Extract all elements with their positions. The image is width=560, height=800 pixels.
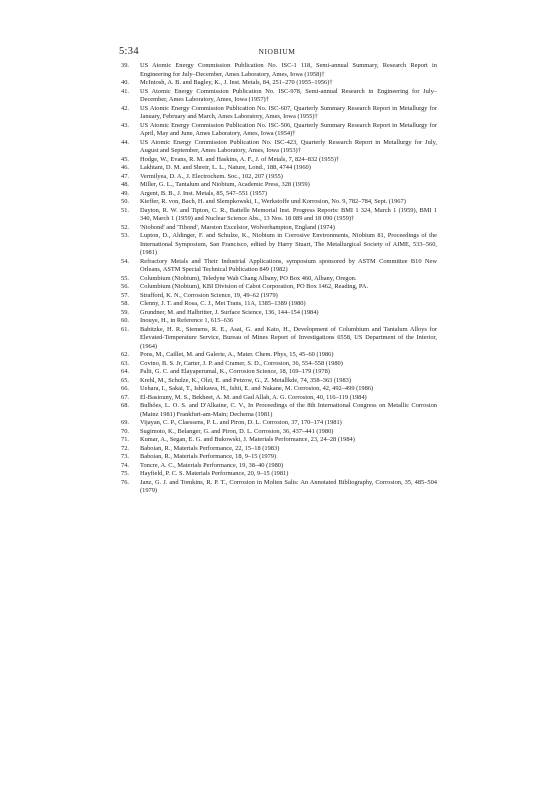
reference-item xyxy=(121,232,437,258)
reference-number: 57. xyxy=(121,291,129,299)
reference-number: 68. xyxy=(121,402,129,409)
reference-number: 50. xyxy=(121,198,129,205)
reference-item xyxy=(121,402,437,419)
reference-item xyxy=(121,62,437,79)
reference-number: 45. xyxy=(121,155,129,163)
reference-number: 43. xyxy=(121,121,129,129)
reference-text: Babitzke, H. R., Siemens, R. E., Asai, G. and Kato, H., Development of Columbium and Tantalum Alloys for Elevated-Temperature Service, Bureau of Mines Report of Investigations 6558, US Department of the Interior, (1964) xyxy=(140,325,437,350)
reference-item xyxy=(121,275,437,284)
reference-item xyxy=(121,445,437,454)
reference-number: 44. xyxy=(121,138,129,146)
reference-number: 59. xyxy=(121,308,129,316)
reference-text: Hodge, W., Evans, R. M. and Haskins, A. F., J. of Metals, 7, 824–832 (1955)† xyxy=(140,155,340,163)
reference-item xyxy=(121,368,437,377)
reference-text: Hayfield, P. C. S. Materials Performance, 20, 9–15 (1981) xyxy=(140,470,289,477)
reference-number: 54. xyxy=(121,257,129,265)
reference-number: 55. xyxy=(121,274,129,282)
reference-item xyxy=(121,470,437,479)
reference-number: 66. xyxy=(121,385,129,392)
reference-text: US Atomic Energy Commission Publication No. ISC-978, Semi-annual Research in Engineering for July–December, Ames Laboratory, Ames, Iowa (1957)† xyxy=(140,87,437,103)
reference-item xyxy=(121,479,437,496)
reference-item xyxy=(121,317,437,326)
reference-item xyxy=(121,300,437,309)
reference-text: US Atomic Energy Commission Publication No. ISC-423, Quarterly Research Report in Metallurgy for July, August and September, Ames Laboratory, Ames, Iowa (1953)† xyxy=(140,138,437,154)
running-header xyxy=(119,46,435,58)
reference-text: Inouye, H., in Reference 1, 615–636 xyxy=(140,317,234,324)
reference-text: Baboian, R., Materials Performance, 22, 15–18 (1983) xyxy=(140,444,280,452)
reference-text: Kumar, A., Segan, E. G. and Bukowski, J. Materials Performance, 23, 24–28 (1984) xyxy=(140,436,355,443)
reference-text: Vijayan, C. P., Claessens, P. L. and Piron, D. L. Corrosion, 37, 170–174 (1981) xyxy=(140,419,342,426)
reference-number: 41. xyxy=(121,87,129,95)
reference-number: 39. xyxy=(121,62,129,69)
reference-text: Clenny, J. T. and Rosa, C. J., Met Trans, 11A, 1385–1389 (1980) xyxy=(140,300,306,307)
reference-item xyxy=(121,79,437,88)
reference-number: 73. xyxy=(121,453,129,460)
reference-text: Palit, G. C. and Elayaperumal, K., Corrosion Science, 18, 169–179 (1978) xyxy=(140,368,330,375)
reference-number: 56. xyxy=(121,283,129,290)
reference-number: 53. xyxy=(121,232,129,239)
reference-item xyxy=(121,173,437,182)
reference-text: Miller, G. L., Tantalum and Niobium, Academic Press, 328 (1959) xyxy=(140,181,310,188)
reference-text: US Atomic Energy Commission Publication No. ISC-1 118, Semi-annual Summary, Research Report in Engineering for July–December, Ames Laboratory, Ames, Iowa (1958)† xyxy=(140,62,437,78)
reference-text: Grundner, M. and Halbritter, J. Surface Science, 136, 144–154 (1984) xyxy=(140,308,319,316)
reference-text: El-Basiouny, M. S., Bekheet, A. M. and Gad Allah, A. G. Corrosion, 40, 116–119 (1984) xyxy=(140,393,367,401)
reference-text: McIntosh, A. B. and Bagley, K., J. Inst. Metals, 84, 251–270 (1955–1956)† xyxy=(140,79,333,86)
reference-item xyxy=(121,462,437,471)
reference-text: Refractory Metals and Their Industrial Applications, symposium sponsored by ASTM Committee B10 New Orleans, ASTM Special Technical Publication 849 (1982) xyxy=(140,257,437,273)
reference-text: Janz, G. J. and Tomkins, R. P. T., Corrosion in Molten Salts: An Annotated Bibliography, Corrosion, 35, 485–504 (1979) xyxy=(140,478,437,494)
reference-item xyxy=(121,156,437,165)
reference-item xyxy=(121,105,437,122)
reference-item xyxy=(121,419,437,428)
reference-number: 65. xyxy=(121,376,129,384)
reference-number: 49. xyxy=(121,189,129,197)
reference-number: 61. xyxy=(121,325,129,333)
reference-item xyxy=(121,309,437,318)
reference-number: 67. xyxy=(121,393,129,401)
reference-text: Uehara, I., Sakai, T., Ishikawa, H., Ishii, E. and Nakane, M. Corrosion, 42, 492–499 (1986) xyxy=(140,385,374,392)
reference-list xyxy=(121,62,437,496)
reference-item xyxy=(121,164,437,173)
reference-item xyxy=(121,377,437,386)
reference-number: 63. xyxy=(121,359,129,367)
reference-item xyxy=(121,198,437,207)
reference-text: Covino, B. S. Jr, Carter, J. P. and Cramer, S. D., Corrosion, 36, 554–558 (1980) xyxy=(140,359,343,367)
reference-text: US Atomic Energy Commission Publication No. ISC-607, Quarterly Summary Research Report in Metallurgy for January, February and March, Ames Laboratory, Ames, Iowa (1955)† xyxy=(140,104,437,120)
reference-text: Lakhtani, D. M. and Shreir, L. L., Nature, Lond., 188, 4744 (1960) xyxy=(140,164,311,171)
reference-text: Vermilyea, D. A., J. Electrochem. Soc., 102, 207 (1955) xyxy=(140,172,283,180)
reference-text: Strafford, K. N., Corrosion Science, 19, 49–62 (1979) xyxy=(140,291,278,299)
reference-number: 47. xyxy=(121,172,129,180)
reference-text: Pons, M., Caillet, M. and Galerie, A., Mater. Chem. Phys, 15, 45–60 (1986) xyxy=(140,351,334,358)
reference-number: 76. xyxy=(121,478,129,486)
reference-number: 42. xyxy=(121,104,129,112)
reference-item xyxy=(121,428,437,437)
reference-item xyxy=(121,453,437,462)
reference-text: Bulhões, L. O. S. and D'Alkaine, C. V., In Proceedings of the 8th International Congress on Metallic Corrosion (Mainz 1981) Frankfurt-am-Main; Dechema (1981) xyxy=(140,402,437,418)
reference-item xyxy=(121,207,437,224)
reference-number: 46. xyxy=(121,164,129,171)
reference-text: Krehl, M., Schulze, K., Olzi, E. and Petzow, G., Z. Metallkde, 74, 358–363 (1983) xyxy=(140,376,351,384)
reference-number: 48. xyxy=(121,181,129,188)
reference-number: 69. xyxy=(121,419,129,426)
reference-item xyxy=(121,122,437,139)
reference-text: Argent, B. B., J. Inst. Metals, 85, 547–551 (1957) xyxy=(140,189,267,197)
reference-item xyxy=(121,88,437,105)
reference-number: 75. xyxy=(121,470,129,477)
reference-number: 72. xyxy=(121,444,129,452)
reference-item xyxy=(121,351,437,360)
reference-text: Kieffer, R. von, Bach, H. and Slempkowski, I., Werkstoffe und Korrosion, No. 9, 782–784, Sept. (1967) xyxy=(140,198,406,205)
reference-item xyxy=(121,360,437,369)
reference-item xyxy=(121,224,437,233)
reference-text: Toncre, A. C., Materials Performance, 19, 38–40 (1980) xyxy=(140,461,284,469)
running-title: NIOBIUM xyxy=(258,47,296,56)
reference-number: 58. xyxy=(121,300,129,307)
reference-number: 51. xyxy=(121,206,129,214)
reference-text: Columbium (Niobium), KBI Division of Cabot Corporation, PO Box 1462, Reading, PA. xyxy=(140,283,369,290)
reference-number: 60. xyxy=(121,317,129,324)
reference-number: 74. xyxy=(121,461,129,469)
reference-item xyxy=(121,139,437,156)
page-number: 5:34 xyxy=(119,46,139,57)
reference-number: 71. xyxy=(121,436,129,443)
reference-item xyxy=(121,326,437,352)
reference-item xyxy=(121,292,437,301)
reference-number: 70. xyxy=(121,427,129,435)
reference-text: Sugimoto, K., Belanger, G. and Piron, D. L. Corrosion, 36, 437–441 (1980) xyxy=(140,427,334,435)
reference-number: 40. xyxy=(121,79,129,86)
reference-item xyxy=(121,436,437,445)
reference-number: 64. xyxy=(121,368,129,375)
reference-text: Lupton, D., Aldinger, F. and Schulze, K., Niobium in Corrosive Environments, Niobium 81, Proceedings of the International Symposium, San Francisco, edited by Harry Stuart, The Metallurgical Society of AIME, 533–560, (1981) xyxy=(140,232,437,256)
reference-text: US Atomic Energy Commission Publication No. ISC-506, Quarterly Summary Research Report in Metallurgy for April, May and June, Ames Laboratory, Ames, Iowa (1954)† xyxy=(140,121,437,137)
reference-item xyxy=(121,394,437,403)
reference-item xyxy=(121,190,437,199)
reference-text: Columbium (Niobium), Teledyne Wah Chang Albany, PO Box 460, Albany, Oregon. xyxy=(140,274,357,282)
reference-item xyxy=(121,181,437,190)
reference-text: 'Niobond' and 'Tibond', Marston Excelsior, Wolverhampton, England (1974) xyxy=(140,223,335,231)
reference-number: 52. xyxy=(121,223,129,231)
reference-number: 62. xyxy=(121,351,129,358)
reference-item xyxy=(121,258,437,275)
reference-item xyxy=(121,283,437,292)
reference-item xyxy=(121,385,437,394)
reference-text: Dayton, R. W. and Tipton, C. R., Battelle Memorial Inst. Progress Reports: BMI 1 324, March 1 (1959), BMI 1 340, March 1 (1959) and Nuclear Science Abs., 13 Nos. 18 089 and 18 090 (1959)† xyxy=(140,206,437,222)
reference-text: Baboian, R., Materials Performance, 18, 9–15 (1979) xyxy=(140,453,277,460)
